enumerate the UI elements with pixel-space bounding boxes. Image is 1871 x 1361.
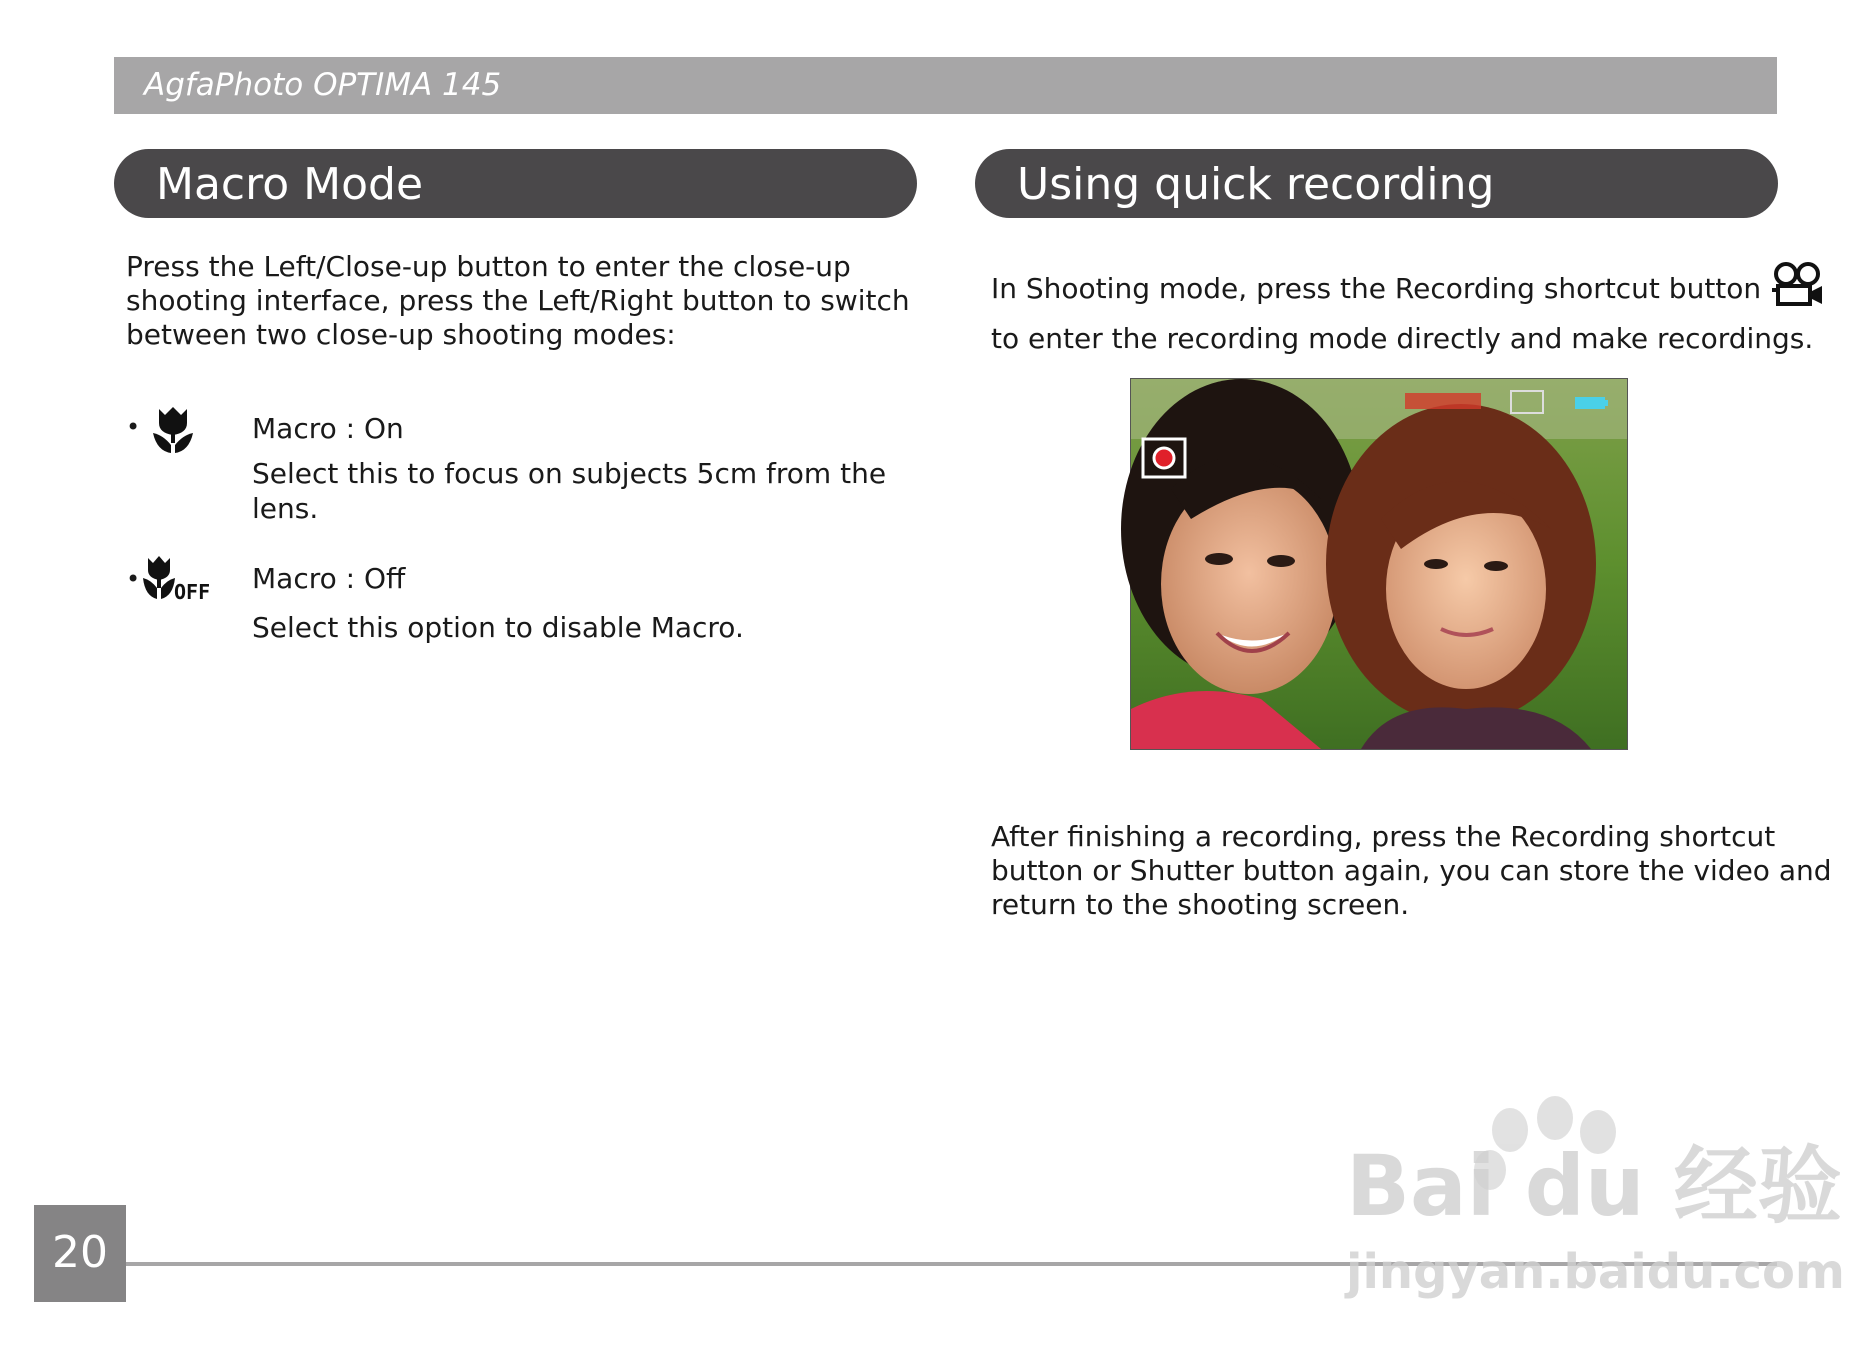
macro-off-desc: Select this option to disable Macro. xyxy=(252,611,744,644)
macro-intro: Press the Left/Close-up button to enter the close-up shooting interface, press the Left/Right button to switch between two close-up shooting modes: xyxy=(126,250,910,351)
macro-off-title: Macro : Off xyxy=(252,562,406,595)
header-title: AgfaPhoto OPTIMA 145 xyxy=(144,67,502,103)
section-title-macro-mode: Macro Mode xyxy=(114,149,917,218)
page-number: 20 xyxy=(52,1227,108,1278)
macro-on-title: Macro : On xyxy=(252,412,404,445)
svg-text:OFF: OFF xyxy=(174,580,211,604)
bullet: • xyxy=(126,413,141,441)
header-bar xyxy=(114,57,1777,114)
baidu-watermark xyxy=(1340,1090,1845,1305)
video-camera-icon xyxy=(1770,262,1826,318)
macro-on-icon xyxy=(151,405,195,461)
recording-preview-photo xyxy=(1130,378,1628,750)
page-number-box xyxy=(34,1205,126,1302)
macro-on-desc: Select this to focus on subjects 5cm from the lens. xyxy=(252,457,887,525)
svg-text:jingyan.baidu.com: jingyan.baidu.com xyxy=(1346,1244,1845,1300)
recording-after: After finishing a recording, press the Recording shortcut button or Shutter button again, you can store the video and return to the shooting screen. xyxy=(991,820,1832,921)
svg-text:Bai du 经验: Bai du 经验 xyxy=(1346,1137,1842,1235)
recording-intro: In Shooting mode, press the Recording shortcut button to enter the recording mode directly and make recordings. xyxy=(991,262,1826,356)
section-title-quick-recording: Using quick recording xyxy=(975,149,1778,218)
bullet: • xyxy=(126,565,141,593)
macro-off-icon xyxy=(142,554,212,608)
